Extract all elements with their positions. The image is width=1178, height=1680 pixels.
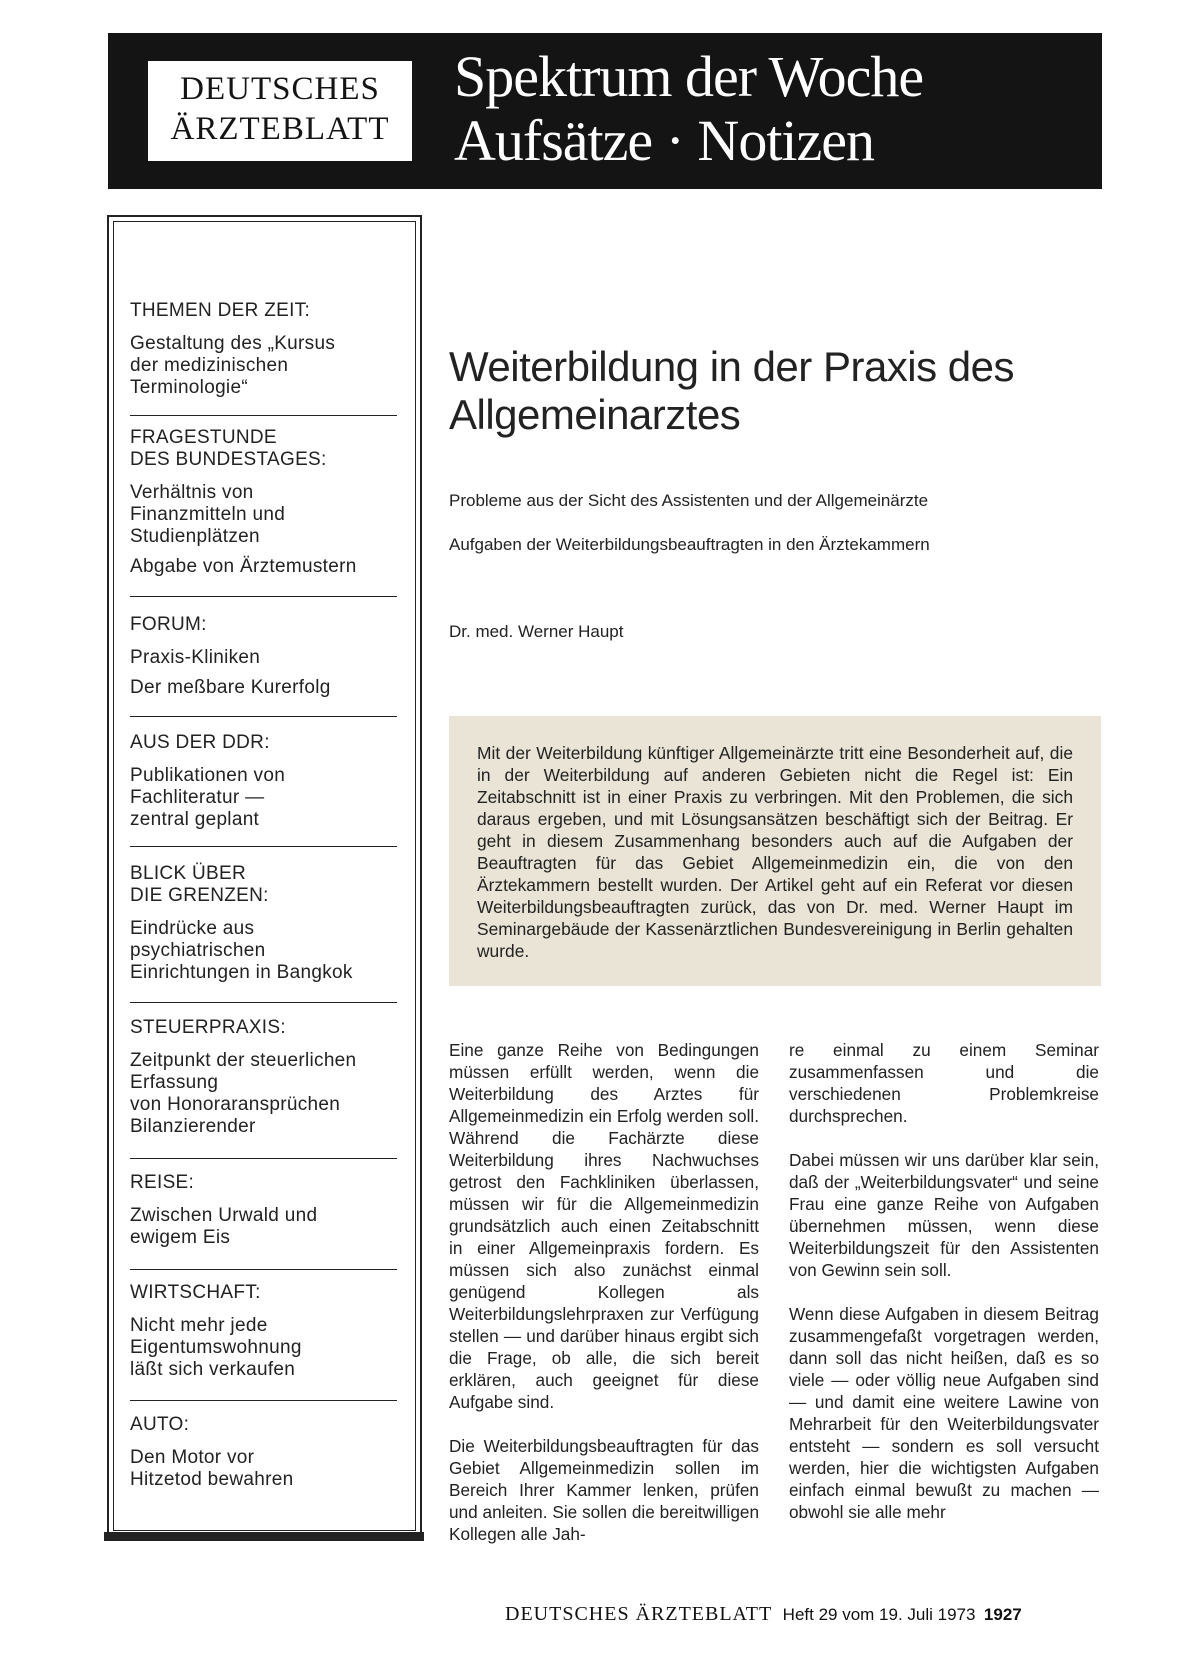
logo-line1: DEUTSCHES <box>180 71 380 107</box>
footer-issue: Heft 29 vom 19. Juli 1973 <box>782 1605 976 1624</box>
section-title: Spektrum der Woche <box>454 44 924 109</box>
sidebar-heading: BLICK ÜBER DIE GRENZEN: <box>130 863 269 906</box>
sidebar-item: Publikationen von Fachliteratur — zentral geplant <box>130 765 286 830</box>
sidebar-item: Abgabe von Ärztemustern <box>130 556 357 577</box>
page-number: 1927 <box>983 1605 1022 1624</box>
sidebar-divider <box>130 1269 397 1270</box>
sidebar-item: Eindrücke aus psychiatrischen Einrichtungen in Bangkok <box>130 918 353 983</box>
sidebar-section-reise <box>130 1172 400 1257</box>
sidebar-bottom-bar <box>104 1532 424 1541</box>
sidebar-divider <box>130 415 397 416</box>
article-subtitle-2: Aufgaben der Weiterbildungsbeauftragten in den Ärztekammern <box>449 535 930 554</box>
article-abstract: Mit der Weiterbildung künftiger Allgemeinärzte tritt eine Besonderheit auf, die in der Weiterbildung auf anderen Gebieten nicht die Regel ist: Ein Zeitabschnitt ist in einer Praxis zu verbringen. Mit den Problemen, die sich daraus ergeben, und mit Lösungsansätzen beschäftigt sich der Beitrag. Er geht in diesem Zusammenhang besonders auch auf die Aufgaben der Beauftragten für das Gebiet Allgemeinmedizin ein, die von den Ärztekammern bestellt wurden. Der Artikel geht auf ein Referat vor diesen Weiterbildungsbeauftragten zurück, das von Dr. med. Werner Haupt im Seminargebäude der Kassenärztlichen Bundesvereinigung in Berlin gehalten wurde. <box>477 743 1073 961</box>
sidebar-item: Praxis-Kliniken <box>130 647 261 668</box>
sidebar-section-ddr <box>130 732 400 839</box>
sidebar-section-auto <box>130 1414 400 1499</box>
sidebar-heading: STEUERPRAXIS: <box>130 1017 286 1038</box>
footer-brand: DEUTSCHES ÄRZTEBLATT <box>505 1603 773 1625</box>
sidebar-item: Der meßbare Kurerfolg <box>130 677 331 698</box>
page-footer <box>505 1603 1022 1626</box>
sidebar-section-steuerpraxis <box>130 1017 400 1146</box>
sidebar-section-themen <box>130 300 400 407</box>
sidebar-heading: THEMEN DER ZEIT: <box>130 300 311 321</box>
sidebar-item: Zwischen Urwald und ewigem Eis <box>130 1205 318 1248</box>
paragraph: Die Weiterbildungsbeauftragten für das Gebiet Allgemeinmedizin sollen im Bereich Ihrer Kammer lenken, prüfen und anleiten. Sie sollen die bereitwilligen Kollegen alle Jah- <box>449 1436 759 1544</box>
sidebar-heading: FORUM: <box>130 614 207 635</box>
sidebar-divider <box>130 1002 397 1003</box>
sidebar-section-fragestunde <box>130 427 400 586</box>
paragraph: Dabei müssen wir uns darüber klar sein, daß der „Weiterbildungsvater“ und seine Frau eine ganze Reihe von Aufgaben übernehmen müssen, wenn diese Weiterbildungszeit für den Assistenten von Gewinn sein soll. <box>789 1150 1099 1280</box>
sidebar-item: Gestaltung des „Kursus der medizinischen Terminologie“ <box>130 333 336 398</box>
deutsches-aerzteblatt-logo <box>148 61 412 161</box>
article-column-1 <box>449 1039 759 1567</box>
sidebar-divider <box>130 1400 397 1401</box>
article-subtitle-1: Probleme aus der Sicht des Assistenten und der Allgemeinärzte <box>449 491 929 510</box>
article-title: Weiterbildung in der Praxis des Allgemeinarztes <box>449 343 1015 438</box>
sidebar-heading: AUTO: <box>130 1414 190 1435</box>
sidebar-divider <box>130 1158 397 1159</box>
sidebar-item: Zeitpunkt der steuerlichen Erfassung von Honoraransprüchen Bilanzierender <box>130 1050 357 1137</box>
logo-line2: ÄRZTEBLATT <box>170 111 390 147</box>
article-author: Dr. med. Werner Haupt <box>449 622 624 641</box>
paragraph: re einmal zu einem Seminar zusammenfassen und die verschiedenen Problemkreise durchsprechen. <box>789 1040 1099 1126</box>
sidebar-heading: FRAGESTUNDE DES BUNDESTAGES: <box>130 427 327 470</box>
sidebar-heading: AUS DER DDR: <box>130 732 270 753</box>
sidebar-divider <box>130 716 397 717</box>
article-column-2 <box>789 1039 1099 1545</box>
paragraph: Eine ganze Reihe von Bedingungen müssen erfüllt werden, wenn die Weiterbildung des Arztes für Allgemeinmedizin ein Erfolg werden soll. Während die Fachärzte diese Weiterbildung ihres Nachwuchses getrost den Fachkliniken überlassen, müssen wir für die Allgemeinmedizin grundsätzlich auch einen Zeitabschnitt in einer Allgemeinpraxis fordern. Es müssen sich also zunächst einmal genügend Kollegen als Weiterbildungslehrpraxen zur Verfügung stellen — und darüber hinaus ergibt sich die Frage, ob alle, die sich bereit erklären, auch geeignet für diese Aufgabe sind. <box>449 1040 759 1412</box>
sidebar-section-forum <box>130 614 400 707</box>
sidebar-divider <box>130 596 397 597</box>
sidebar-item: Nicht mehr jede Eigentumswohnung läßt sich verkaufen <box>130 1315 302 1380</box>
sidebar-heading: WIRTSCHAFT: <box>130 1282 261 1303</box>
sidebar-item: Den Motor vor Hitzetod bewahren <box>130 1447 294 1490</box>
sidebar-item: Verhältnis von Finanzmitteln und Studienplätzen <box>130 482 286 547</box>
masthead-banner <box>108 33 1102 189</box>
sidebar-section-wirtschaft <box>130 1282 400 1389</box>
sidebar-section-blick <box>130 863 400 992</box>
sidebar-heading: REISE: <box>130 1172 195 1193</box>
paragraph: Wenn diese Aufgaben in diesem Beitrag zusammengefaßt vorgetragen werden, dann soll das nicht heißen, daß es so viele — oder völlig neue Aufgaben sind — und damit eine weitere Lawine von Mehrarbeit für den Weiterbildungsvater entsteht — sondern es soll versucht werden, hier die wichtigsten Aufgaben einfach einmal bewußt zu machen — obwohl sie alle mehr <box>789 1304 1099 1522</box>
sidebar-divider <box>130 846 397 847</box>
section-subtitle: Aufsätze · Notizen <box>454 108 875 173</box>
article-abstract-box <box>449 716 1101 986</box>
